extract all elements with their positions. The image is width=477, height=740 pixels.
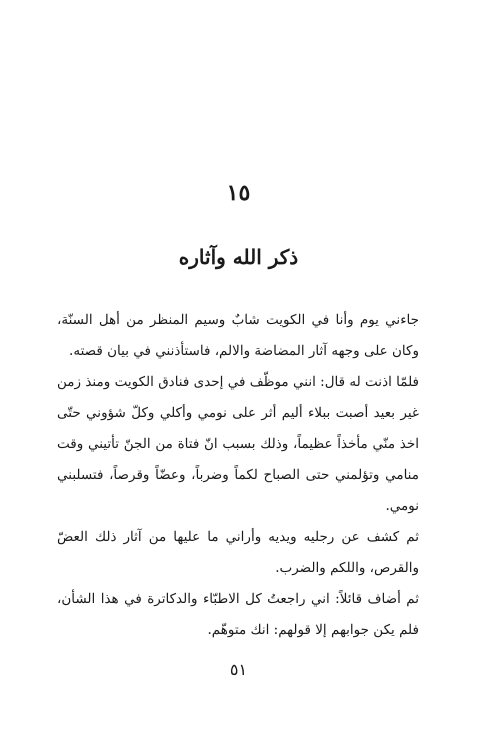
body-text [57, 305, 419, 646]
paragraph: فلمّا اذنت له قال: انني موظّف في إحدى فنادق الكويت ومنذ زمن غير بعيد أصبت ببلاء أليم أثر على نومي وأكلي وكلّ شؤوني حتّى اخذ منّي مأخذاً عظيماً، وذلك بسبب انّ فتاة من الجنّ تأتيني وقت منامي وتؤلمني حتى الصباح لكماً وضرباً، وعضّاً وقرصاً، فتسلبني نومي. [57, 374, 419, 514]
paragraph: ثم كشف عن رجليه ويديه وأراني ما عليها من آثار ذلك العضّ والقرص، واللكم والضرب. [57, 529, 419, 576]
paragraph: جاءني يوم وأنا في الكويت شابٌ وسيم المنظر من أهل السنّة، وكان على وجهه آثار المضاضة والالم، فاستأذنني في بيان قصته. [57, 312, 419, 359]
chapter-number: ١٥ [226, 180, 251, 206]
page-number: ٥١ [229, 660, 248, 679]
paragraph: ثم أضاف قائلاً: اني راجعتُ كل الاطبّاء والدكاترة في هذا الشأن، فلم يكن جوابهم إلا قولهم: انك متوهّم. [57, 591, 419, 638]
chapter-title: ذكر الله وآثاره [178, 245, 299, 269]
